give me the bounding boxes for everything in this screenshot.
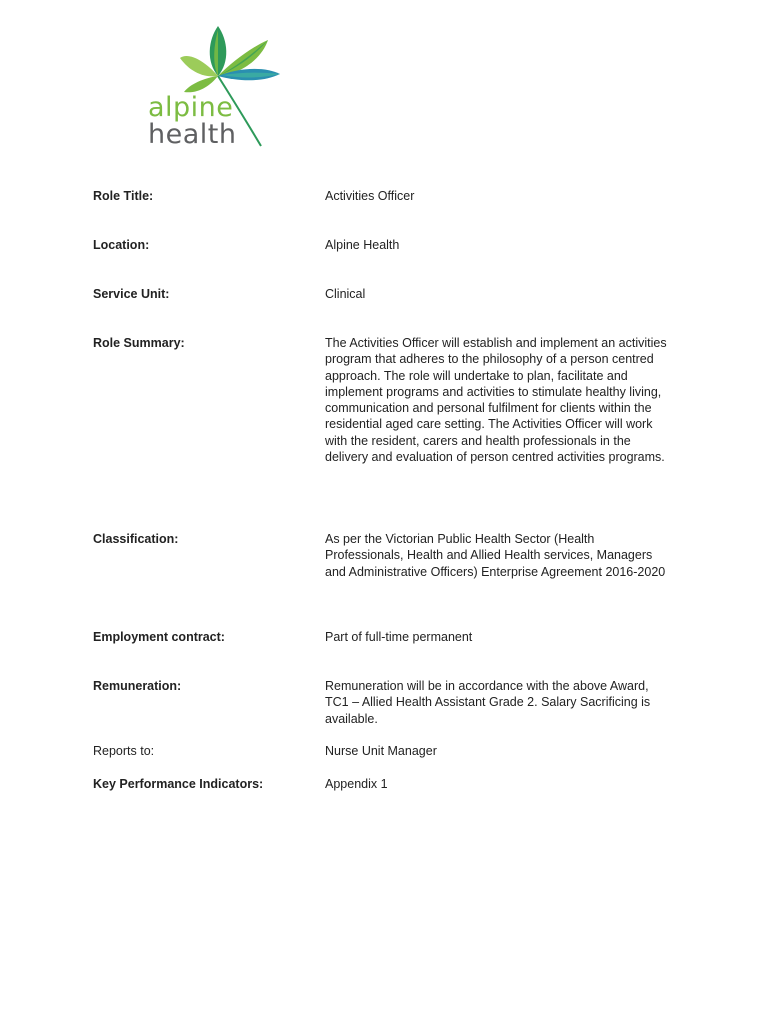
field-value: Part of full-time permanent	[325, 630, 473, 644]
field-value: The Activities Officer will establish and implement an activities program that adheres to the philosophy of a person centred approach. The role will undertake to plan, facilitate and implement programs and activities to stimulate healthy living, communication and personal fulfilment for clients within the residential aged care setting. The Activities Officer will work with the resident, carers and health professionals in the delivery and evaluation of person centred activities programs.	[325, 336, 667, 465]
field-label: Key Performance Indicators:	[93, 777, 264, 791]
field-label: Remuneration:	[93, 679, 182, 693]
logo-word-alpine: alpine	[148, 92, 234, 123]
logo-word-health: health	[148, 119, 237, 150]
field-label: Location:	[93, 238, 150, 252]
field-value: As per the Victorian Public Health Sector (Health Professionals, Health and Allied Health services, Managers and Administrative Officers) Enterprise Agreement 2016-2020	[325, 532, 666, 579]
field-value: Clinical	[325, 287, 366, 301]
field-label: Classification:	[93, 532, 179, 546]
alpine-health-logo	[146, 22, 286, 150]
field-label: Role Title:	[93, 189, 154, 203]
field-value: Alpine Health	[325, 238, 400, 252]
field-label: Employment contract:	[93, 630, 225, 644]
field-value: Appendix 1	[325, 777, 388, 791]
field-value: Remuneration will be in accordance with the above Award, TC1 – Allied Health Assistant Grade 2. Salary Sacrificing is available.	[325, 679, 651, 726]
field-value: Nurse Unit Manager	[325, 744, 437, 758]
field-label: Service Unit:	[93, 287, 170, 301]
field-label: Reports to:	[93, 744, 155, 758]
field-value: Activities Officer	[325, 189, 415, 203]
field-label: Role Summary:	[93, 336, 185, 350]
